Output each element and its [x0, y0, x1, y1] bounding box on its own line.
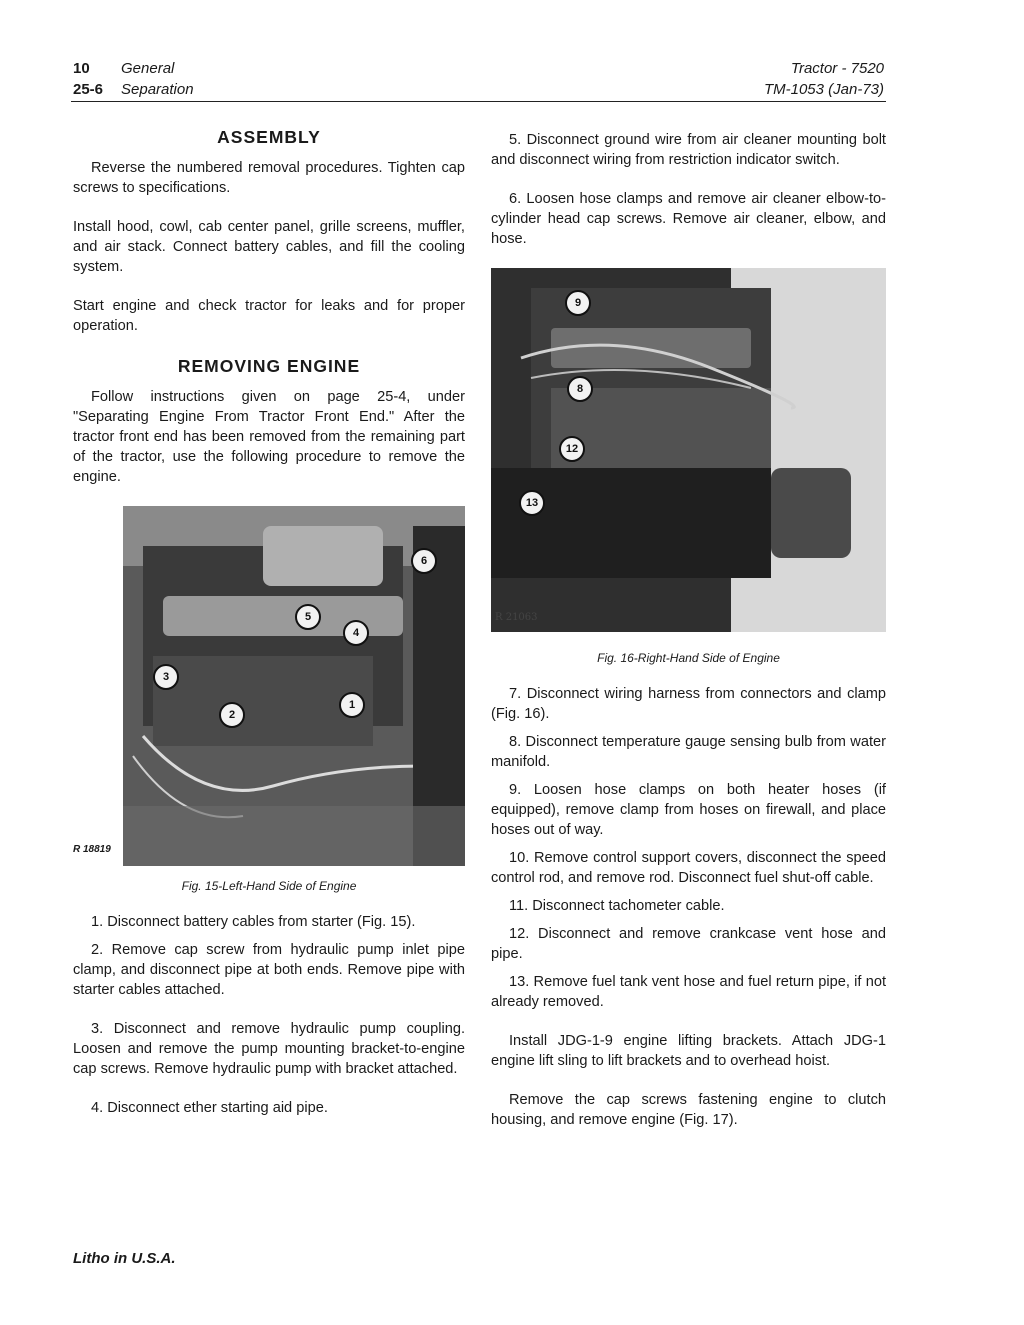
assembly-paragraph-1: Reverse the numbered removal procedures. Tighten cap screws to specifications. — [73, 160, 465, 196]
page-header-right — [764, 58, 884, 100]
step-12: 12. Disconnect and remove crankcase vent hose and pipe. — [491, 926, 886, 962]
callout-8: 8 — [567, 376, 593, 402]
callout-13: 13 — [519, 490, 545, 516]
callout-6: 5 — [295, 604, 321, 630]
step-5: 5. Disconnect ground wire from air cleaner mounting bolt and disconnect wiring from restriction indicator switch. — [491, 132, 886, 168]
page-header-left — [73, 58, 194, 100]
removing-engine-heading: REMOVING ENGINE — [177, 356, 361, 376]
step-6: 6. Loosen hose clamps and remove air cleaner elbow-to-cylinder head cap screws. Remove air cleaner, elbow, and hose. — [491, 191, 886, 247]
lift-bracket-paragraph: Install JDG-1-9 engine lifting brackets. Attach JDG-1 engine lift sling to lift brackets and to overhead hoist. — [491, 1033, 886, 1069]
assembly-heading: ASSEMBLY — [217, 127, 321, 147]
remove-engine-paragraph: Remove the cap screws fastening engine to clutch housing, and remove engine (Fig. 17). — [491, 1092, 886, 1128]
engine-left-side-photo — [123, 506, 465, 866]
callout-2: 2 — [219, 702, 245, 728]
callout-12: 12 — [559, 436, 585, 462]
engine-right-photo-art — [491, 268, 886, 632]
engine-right-side-photo — [491, 268, 886, 632]
figure-15 — [73, 506, 465, 866]
header-rule — [71, 101, 886, 102]
callout-1: 1 — [339, 692, 365, 718]
litho-footer: Litho in U.S.A. — [73, 1250, 176, 1267]
figure-16 — [491, 268, 886, 632]
step-9: 9. Loosen hose clamps on both heater hoses (if equipped), remove clamp from hoses on firewall, and place hoses out of way. — [491, 782, 886, 838]
page-number: 10 — [73, 60, 90, 77]
fig15-photo-id: R 18819 — [73, 844, 111, 855]
tractor-model: Tractor - 7520 — [790, 60, 884, 77]
fig16-caption: Fig. 16-Right-Hand Side of Engine — [597, 651, 780, 665]
step-10: 10. Remove control support covers, disconnect the speed control rod, and remove rod. Disconnect fuel shut-off cable. — [491, 850, 886, 886]
assembly-paragraph-2: Install hood, cowl, cab center panel, grille screens, muffler, and air stack. Connect battery cables, and fill the cooling system. — [73, 219, 465, 275]
step-1: 1. Disconnect battery cables from starter (Fig. 15). — [91, 914, 416, 930]
step-11: 11. Disconnect tachometer cable. — [509, 898, 725, 914]
callout-5: 4 — [343, 620, 369, 646]
step-2: 2. Remove cap screw from hydraulic pump inlet pipe clamp, and disconnect pipe at both ends. Remove pipe with starter cables attached. — [73, 942, 465, 998]
section-number: 25-6 — [73, 81, 104, 98]
step-4: 4. Disconnect ether starting aid pipe. — [91, 1100, 328, 1116]
step-13: 13. Remove fuel tank vent hose and fuel return pipe, if not already removed. — [491, 974, 886, 1010]
manual-number: TM-1053 (Jan-73) — [763, 81, 884, 98]
right-column — [491, 130, 886, 1149]
callout-9: 9 — [565, 290, 591, 316]
callout-3: 3 — [153, 664, 179, 690]
removing-engine-paragraph: Follow instructions given on page 25-4, under "Separating Engine From Tractor Front End." After the tractor front end has been removed from the remaining part of the tractor, use the following procedure to remove the engine. — [73, 389, 465, 485]
fig16-photo-id: R 21063 — [495, 612, 538, 623]
left-column — [73, 126, 465, 1137]
assembly-paragraph-3: Start engine and check tractor for leaks and for proper operation. — [73, 298, 465, 334]
section-title: Separation — [121, 81, 194, 98]
step-7: 7. Disconnect wiring harness from connectors and clamp (Fig. 16). — [491, 686, 886, 722]
callout-4: 6 — [411, 548, 437, 574]
step-3: 3. Disconnect and remove hydraulic pump coupling. Loosen and remove the pump mounting bracket-to-engine cap screws. Remove hydraulic pump with bracket attached. — [73, 1021, 465, 1077]
fig15-caption: Fig. 15-Left-Hand Side of Engine — [181, 879, 357, 893]
group-title: General — [121, 60, 175, 77]
step-8: 8. Disconnect temperature gauge sensing bulb from water manifold. — [491, 734, 886, 770]
